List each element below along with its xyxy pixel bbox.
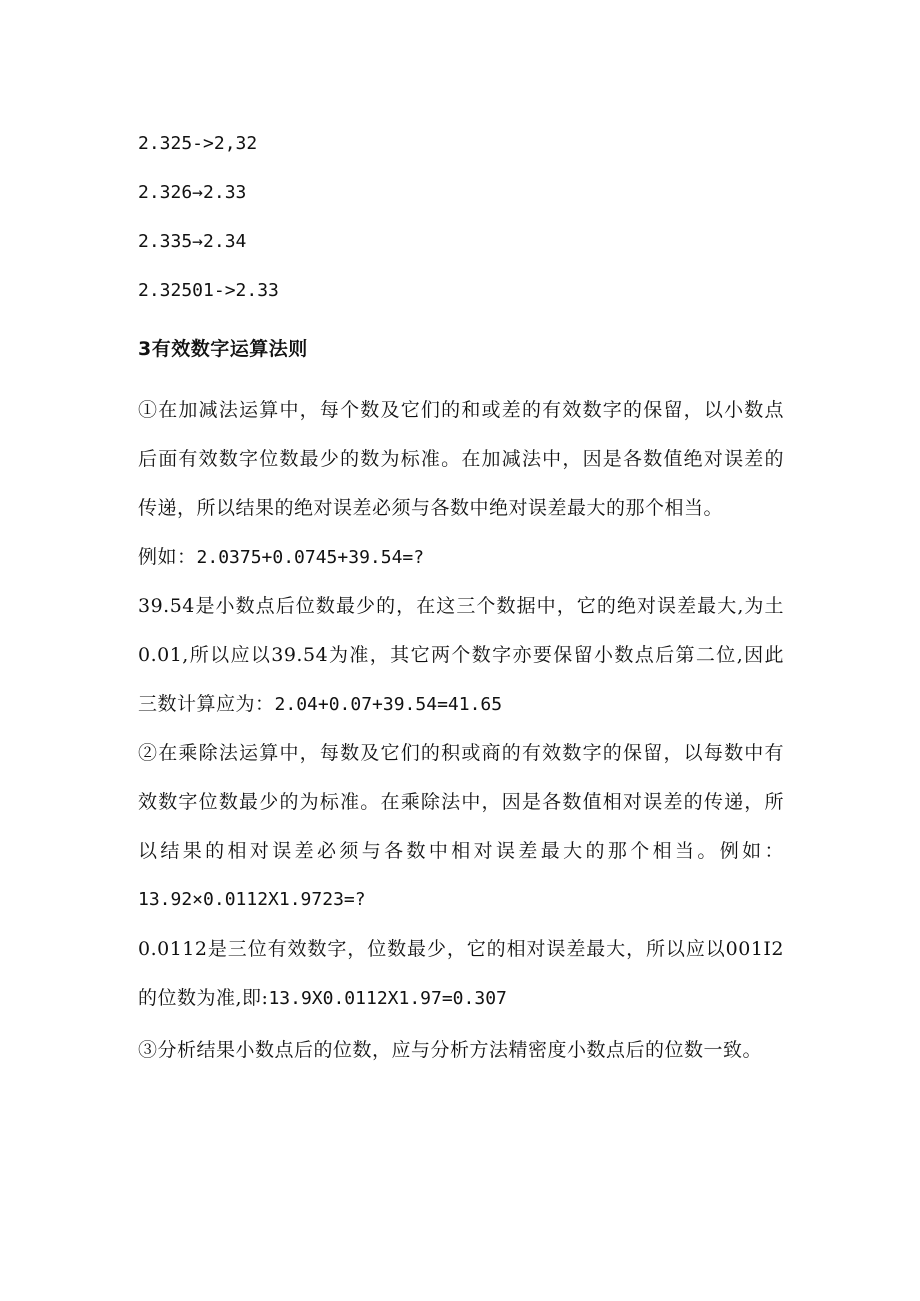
rule1-explanation-3 [138,692,502,717]
rule2-line-1: ②在乘除法运算中，每数及它们的积或商的有效数字的保留，以每数中有 [138,742,784,764]
rule1-calc-expr: 2.04+0.07+39.54=41.65 [274,694,503,715]
rule1-explanation-2: 0.01,所以应以39.54为准，其它两个数字亦要保留小数点后第二位,因此 [138,644,784,666]
rule1-explanation-1: 39.54是小数点后位数最少的，在这三个数据中，它的绝对误差最大,为土 [138,595,784,617]
rule2-explanation-2 [138,986,507,1011]
rule1-line-2: 后面有效数字位数最少的数为标准。在加减法中，因是各数值绝对误差的 [138,448,784,470]
rounding-example-1: 2.325->2,32 [138,133,258,154]
rule1-line-1: ①在加减法运算中，每个数及它们的和或差的有效数字的保留，以小数点 [138,399,784,421]
rule1-calc-prefix: 三数计算应为： [138,693,275,715]
rule2-line-2: 效数字位数最少的为标准。在乘除法中，因是各数值相对误差的传递，所 [138,791,784,813]
rounding-example-4: 2.32501->2.33 [138,280,279,301]
rule2-calc-prefix: 的位数为准,即: [138,987,269,1009]
section-heading: 3有效数字运算法则 [138,338,308,360]
rounding-example-3: 2.335→2.34 [138,231,247,252]
rule2-line-3: 以结果的相对误差必须与各数中相对误差最大的那个相当。例如： [138,840,784,862]
rounding-example-2: 2.326→2.33 [138,182,247,203]
rule1-example-expr: 2.0375+0.0745+39.54=? [196,547,425,568]
rule1-example [138,545,424,570]
rule2-explanation-1: 0.0112是三位有效数字，位数最少，它的相对误差最大，所以应以001I2 [138,938,784,960]
rule3-line-1: ③分析结果小数点后的位数，应与分析方法精密度小数点后的位数一致。 [138,1039,763,1061]
rule1-example-label: 例如： [138,546,197,568]
rule2-example-expr: 13.92×0.0112X1.9723=? [138,889,366,910]
rule1-line-3: 传递，所以结果的绝对误差必须与各数中绝对误差最大的那个相当。 [138,497,724,519]
rule2-calc-expr: 13.9X0.0112X1.97=0.307 [268,988,507,1009]
